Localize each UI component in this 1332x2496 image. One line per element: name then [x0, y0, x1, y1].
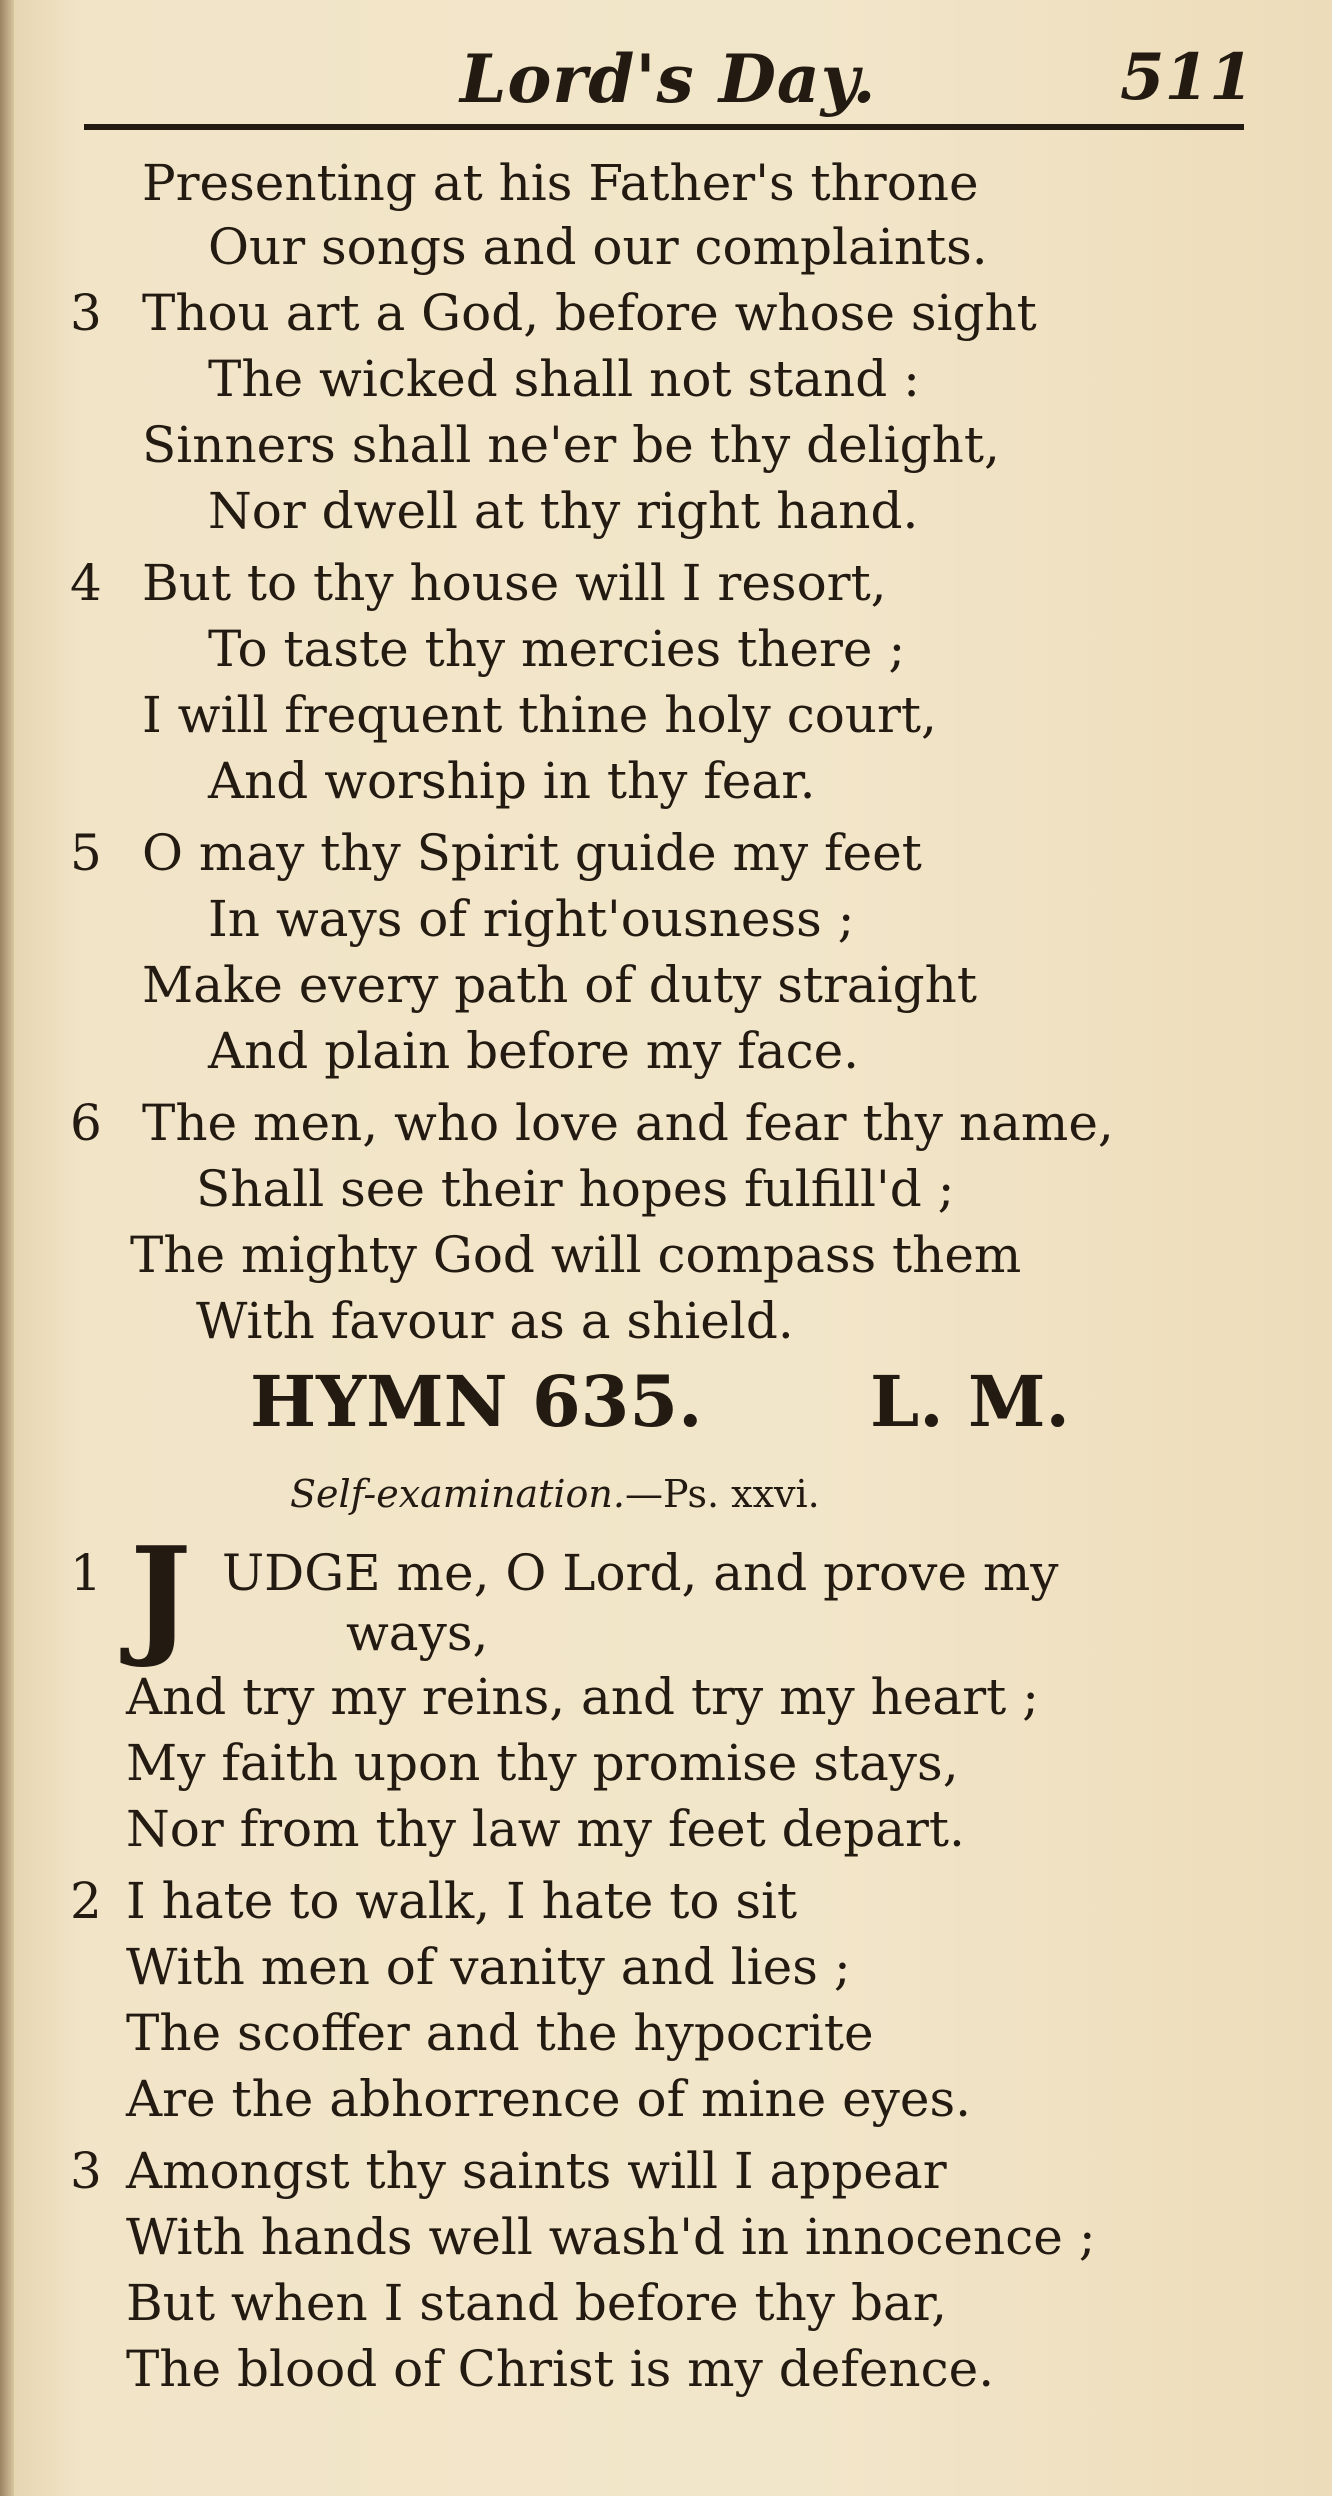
subtitle-theme: Self-examination.: [290, 1472, 625, 1516]
hymn-heading: HYMN 635.: [250, 1360, 703, 1443]
verse-line: The mighty God will compass them: [130, 1226, 1022, 1284]
verse-line: I will frequent thine holy court,: [142, 686, 937, 744]
verse-line: I hate to walk, I hate to sit: [126, 1872, 798, 1930]
verse-line: Thou art a God, before whose sight: [142, 284, 1037, 342]
verse-line: The blood of Christ is my defence.: [126, 2340, 995, 2398]
verse-line: Nor from thy law my feet depart.: [126, 1800, 965, 1858]
verse-line: My faith upon thy promise stays,: [126, 1734, 959, 1792]
drop-capital: J: [130, 1518, 192, 1671]
verse-line: Presenting at his Father's throne: [142, 154, 979, 212]
verse-line: O may thy Spirit guide my feet: [142, 824, 922, 882]
verse-line: With hands well wash'd in innocence ;: [126, 2208, 1096, 2266]
verse-line: Are the abhorrence of mine eyes.: [126, 2070, 972, 2128]
verse-line: With men of vanity and lies ;: [126, 1938, 851, 1996]
verse-line: The scoffer and the hypocrite: [126, 2004, 874, 2062]
verse-line: With favour as a shield.: [196, 1292, 794, 1350]
stanza-number: 1: [70, 1544, 102, 1602]
running-header: [90, 30, 1254, 120]
stanza-number: 3: [70, 284, 102, 342]
page-spine-shadow: [0, 0, 14, 2496]
verse-line: Our songs and our complaints.: [208, 218, 988, 276]
verse-line: And plain before my face.: [208, 1022, 860, 1080]
header-rule: [84, 124, 1244, 130]
subtitle-reference: —Ps. xxvi.: [624, 1472, 820, 1516]
verse-line: But to thy house will I resort,: [142, 554, 887, 612]
verse-line: Sinners shall ne'er be thy delight,: [142, 416, 1000, 474]
verse-line: The men, who love and fear thy name,: [142, 1094, 1114, 1152]
verse-line: And worship in thy fear.: [208, 752, 816, 810]
verse-line: Make every path of duty straight: [142, 956, 977, 1014]
verse-line: The wicked shall not stand :: [208, 350, 920, 408]
verse-line: Shall see their hopes fulfill'd ;: [196, 1160, 955, 1218]
stanza-number: 2: [70, 1872, 102, 1930]
hymn-subtitle: [290, 1472, 820, 1516]
verse-line: Nor dwell at thy right hand.: [208, 482, 919, 540]
stanza-number: 5: [70, 824, 102, 882]
verse-line: Amongst thy saints will I appear: [126, 2142, 947, 2200]
stanza-number: 3: [70, 2142, 102, 2200]
stanza-number: 4: [70, 554, 102, 612]
page-number: 511: [1120, 40, 1254, 115]
stanza-number: 6: [70, 1094, 102, 1152]
verse-line: In ways of right'ousness ;: [208, 890, 855, 948]
verse-line: And try my reins, and try my heart ;: [126, 1668, 1039, 1726]
verse-line: ways,: [346, 1604, 489, 1662]
verse-line: To taste thy mercies there ;: [208, 620, 906, 678]
running-title: Lord's Day.: [460, 40, 877, 118]
hymn-meter: L. M.: [870, 1360, 1070, 1443]
verse-line: UDGE me, O Lord, and prove my: [222, 1544, 1059, 1602]
verse-line: But when I stand before thy bar,: [126, 2274, 948, 2332]
